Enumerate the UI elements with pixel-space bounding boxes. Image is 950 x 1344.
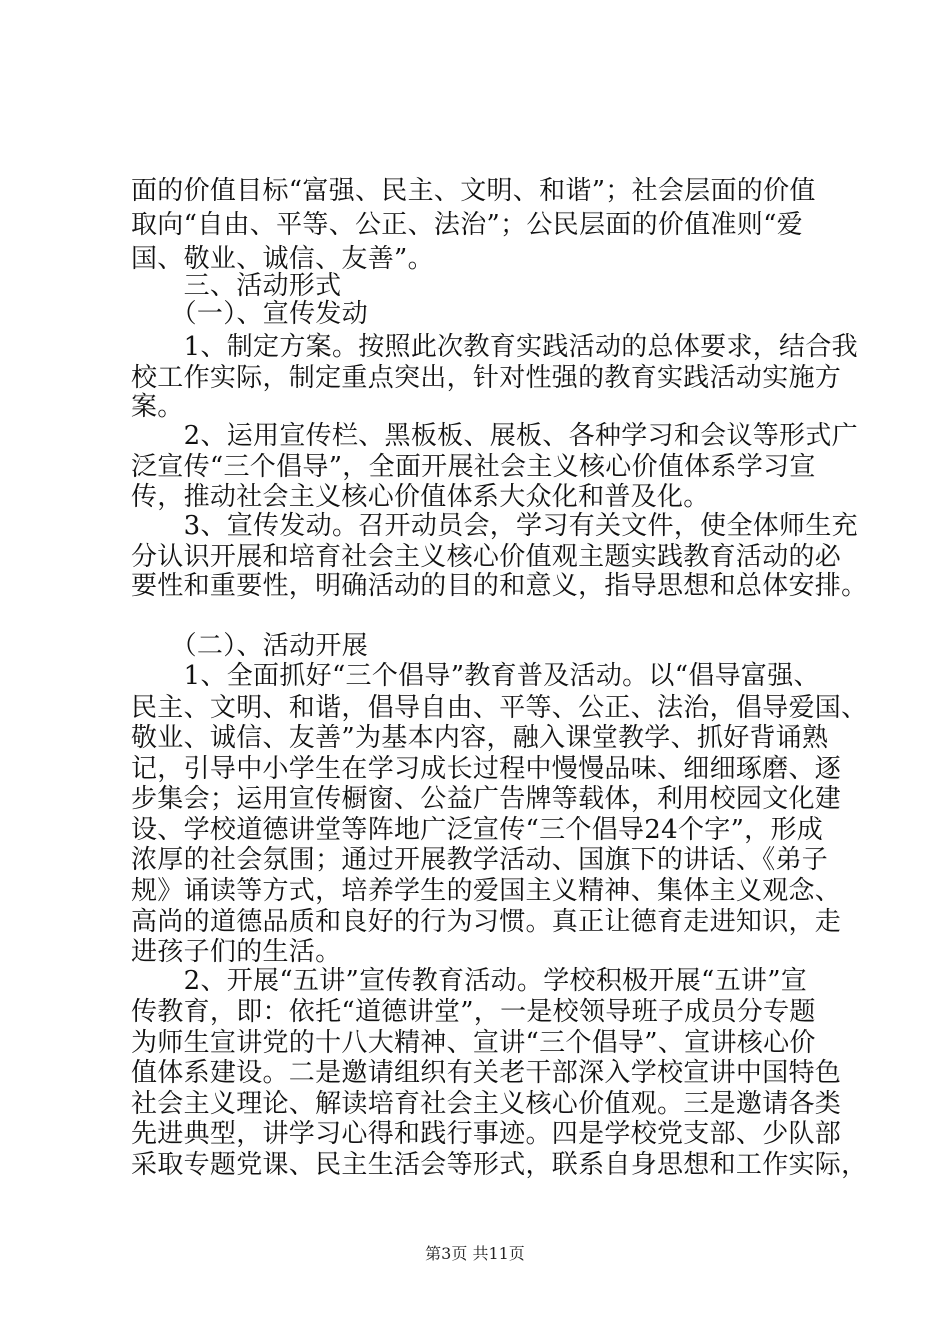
body-text-line: 案。	[131, 392, 184, 422]
body-text-line: 校工作实际，制定重点突出，针对性强的教育实践活动实施方	[131, 363, 842, 393]
body-text-line: 进孩子们的生活。	[131, 937, 342, 967]
body-text-line: 值体系建设。二是邀请组织有关老干部深入学校宣讲中国特色	[131, 1058, 842, 1088]
body-text-line: 要性和重要性，明确活动的目的和意义，指导思想和总体安排。	[131, 571, 868, 601]
body-text-line: 1、全面抓好“三个倡导”教育普及活动。以“倡导富强、	[131, 661, 820, 691]
body-text-line: 记，引导中小学生在学习成长过程中慢慢品味、细细琢磨、逐	[131, 754, 842, 784]
body-text-line: 分认识开展和培育社会主义核心价值观主题实践教育活动的必	[131, 542, 842, 572]
body-text-line: 传，推动社会主义核心价值体系大众化和普及化。	[131, 482, 710, 512]
body-text-line: 民主、文明、和谐，倡导自由、平等、公正、法治，倡导爱国、	[131, 693, 868, 723]
body-text-line: 取向“自由、平等、公正、法治”；公民层面的价值准则“爱	[131, 210, 803, 240]
body-text-line: 为师生宣讲党的十八大精神、宣讲“三个倡导”、宣讲核心价	[131, 1028, 816, 1058]
body-text-line: 1、制定方案。按照此次教育实践活动的总体要求，结合我	[131, 332, 858, 362]
body-text-line: 2、开展“五讲”宣传教育活动。学校积极开展“五讲”宣	[131, 966, 808, 996]
body-text-line: 设、学校道德讲堂等阵地广泛宣传“三个倡导24个字”，形成	[131, 815, 824, 845]
body-text-line: 规》诵读等方式，培养学生的爱国主义精神、集体主义观念、	[131, 876, 842, 906]
body-text-line: 传教育，即：依托“道德讲堂”，一是校领导班子成员分专题	[131, 997, 816, 1027]
body-text-line: 步集会；运用宣传橱窗、公益广告牌等载体，利用校园文化建	[131, 784, 842, 814]
body-text-line: 敬业、诚信、友善”为基本内容，融入课堂教学、抓好背诵熟	[131, 723, 829, 753]
section-heading: 三、活动形式	[131, 271, 342, 301]
page-number: 第3页 共11页	[425, 1244, 525, 1263]
body-text-line: 3、宣传发动。召开动员会，学习有关文件，使全体师生充	[131, 511, 858, 541]
body-text-line: 浓厚的社会氛围；通过开展教学活动、国旗下的讲话、《弟子	[131, 845, 829, 875]
body-text-line: 面的价值目标“富强、民主、文明、和谐”；社会层面的价值	[131, 176, 816, 206]
subsection-heading: （一）、宣传发动	[131, 299, 369, 329]
body-text-line: 高尚的道德品质和良好的行为习惯。真正让德育走进知识，走	[131, 907, 842, 937]
body-text-line: 采取专题党课、民主生活会等形式，联系自身思想和工作实际，	[131, 1150, 868, 1180]
body-text-line: 2、运用宣传栏、黑板板、展板、各种学习和会议等形式广	[131, 421, 858, 451]
body-text-line: 国、敬业、诚信、友善”。	[131, 244, 434, 274]
body-text-line: 社会主义理论、解读培育社会主义核心价值观。三是邀请各类	[131, 1089, 842, 1119]
body-text-line: 先进典型，讲学习心得和践行事迹。四是学校党支部、少队部	[131, 1119, 842, 1149]
subsection-heading: （二）、活动开展	[131, 631, 369, 661]
body-text-line: 泛宣传“三个倡导”，全面开展社会主义核心价值体系学习宣	[131, 452, 816, 482]
